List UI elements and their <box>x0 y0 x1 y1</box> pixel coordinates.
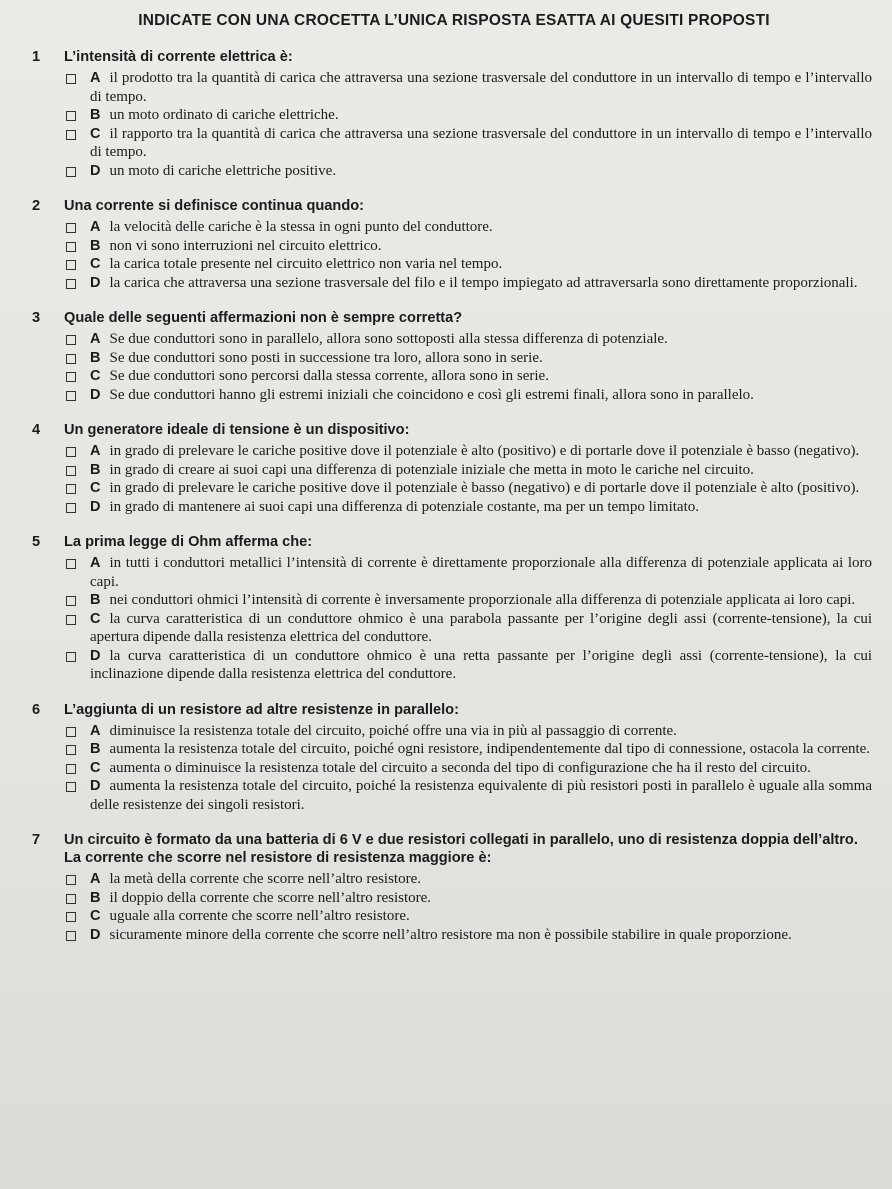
question-3 <box>26 309 872 404</box>
answer-letter: C <box>90 908 101 924</box>
answer-text: in tutti i conduttori metallici l’intensità di corrente è direttamente proporzionale alla differenza di potenziale applicata ai loro capi. <box>90 555 872 590</box>
answer-option-c[interactable] <box>66 610 872 647</box>
answer-text: in grado di mantenere ai suoi capi una differenza di potenziale costante, ma per un tempo limitato. <box>109 498 699 515</box>
answer-letter: C <box>90 256 101 272</box>
question-number: 7 <box>32 832 41 848</box>
question-number: 6 <box>32 701 41 718</box>
question-header <box>26 533 872 551</box>
question-header <box>26 421 872 439</box>
answer-body <box>61 759 872 778</box>
question-header <box>26 48 872 66</box>
answer-text: la velocità delle cariche è la stessa in ogni punto del conduttore. <box>109 219 493 235</box>
answer-option-a[interactable] <box>66 218 872 237</box>
answer-text: il prodotto tra la quantità di carica che attraversa una sezione trasversale del conduttore in un intervallo di tempo e l’intervallo di tempo. <box>90 70 872 105</box>
question-2 <box>26 197 872 292</box>
answer-letter: D <box>90 386 101 403</box>
answer-body <box>61 722 872 741</box>
answer-body <box>61 386 872 405</box>
answer-letter: C <box>90 125 101 142</box>
answer-option-d[interactable] <box>66 647 872 684</box>
question-number: 5 <box>32 534 41 550</box>
answer-options <box>26 722 872 815</box>
question-header <box>26 309 872 327</box>
answer-text: la curva caratteristica di un conduttore ohmico è una parabola passante per l’origine degli assi (corrente-tensione), la cui apertura dipende dalla resistenza elettrica del conduttore. <box>90 610 872 645</box>
answer-letter: B <box>90 237 101 254</box>
answer-letter: B <box>90 741 101 757</box>
answer-letter: B <box>90 349 101 366</box>
answer-option-c[interactable] <box>66 255 872 274</box>
question-number: 3 <box>32 310 41 326</box>
answer-text: la curva caratteristica di un conduttore ohmico è una retta passante per l’origine degli assi (corrente-tensione), la cui inclinazione dipende dalla resistenza elettrica del conduttore. <box>90 647 872 682</box>
answer-text: Se due conduttori sono in parallelo, allora sono sottoposti alla stessa differenza di potenziale. <box>109 331 668 347</box>
answer-body <box>61 461 872 480</box>
answer-option-c[interactable] <box>66 125 872 162</box>
answer-option-c[interactable] <box>66 759 872 778</box>
answer-option-a[interactable] <box>66 442 872 461</box>
answer-body <box>61 777 872 814</box>
answer-option-d[interactable] <box>66 386 872 405</box>
answer-text: un moto di cariche elettriche positive. <box>109 162 337 179</box>
question-1 <box>26 48 872 180</box>
answer-text: uguale alla corrente che scorre nell’altro resistore. <box>109 908 410 924</box>
question-header <box>26 831 872 867</box>
answer-text: sicuramente minore della corrente che scorre nell’altro resistore ma non è possibile stabilire in quale proporzione. <box>109 926 792 943</box>
answer-letter: A <box>90 555 101 571</box>
answer-body <box>61 218 872 237</box>
answer-letter: C <box>90 480 101 496</box>
answer-body <box>61 367 872 386</box>
answer-body <box>61 907 872 926</box>
answer-text: la carica totale presente nel circuito elettrico non varia nel tempo. <box>109 256 503 272</box>
answer-option-b[interactable] <box>66 461 872 480</box>
answer-body <box>61 237 872 256</box>
answer-text: in grado di prelevare le cariche positive dove il potenziale è alto (positivo) e di portarle dove il potenziale è basso (negativo). <box>109 443 860 459</box>
answer-text: aumenta la resistenza totale del circuito, poiché ogni resistore, indipendentemente dal tipo di connessione, ostacola la corrente. <box>109 741 871 757</box>
answer-letter: A <box>90 331 101 347</box>
answer-option-d[interactable] <box>66 926 872 945</box>
answer-options <box>26 330 872 404</box>
answer-option-b[interactable] <box>66 106 872 125</box>
answer-body <box>61 591 872 610</box>
answer-letter: A <box>90 443 101 459</box>
answer-body <box>61 870 872 889</box>
answer-text: Se due conduttori sono percorsi dalla stessa corrente, allora sono in serie. <box>109 368 549 384</box>
question-number: 2 <box>32 198 41 214</box>
question-text: L’aggiunta di un resistore ad altre resistenze in parallelo: <box>64 701 459 718</box>
answer-body <box>61 740 872 759</box>
answer-letter: B <box>90 592 101 608</box>
question-text: Un circuito è formato da una batteria di 6 V e due resistori collegati in parallelo, uno di resistenza doppia dell’altro. La corrente che scorre nel resistore di resistenza maggiore è: <box>64 832 858 866</box>
answer-option-b[interactable] <box>66 349 872 368</box>
answer-letter: D <box>90 778 101 794</box>
answer-letter: B <box>90 461 101 478</box>
answer-option-a[interactable] <box>66 722 872 741</box>
answer-body <box>61 274 872 293</box>
answer-text: aumenta la resistenza totale del circuito, poiché la resistenza equivalente di più resistori posti in parallelo è uguale alla somma delle resistenze dei singoli resistori. <box>90 778 872 813</box>
question-text: L’intensità di corrente elettrica è: <box>64 49 293 65</box>
question-text: La prima legge di Ohm afferma che: <box>64 534 313 550</box>
answer-text: la metà della corrente che scorre nell’altro resistore. <box>109 871 421 887</box>
answer-option-b[interactable] <box>66 237 872 256</box>
answer-body <box>61 442 872 461</box>
question-number: 4 <box>32 422 41 438</box>
question-5 <box>26 533 872 684</box>
answer-option-b[interactable] <box>66 591 872 610</box>
answer-body <box>61 479 872 498</box>
answer-option-d[interactable] <box>66 498 872 517</box>
answer-option-c[interactable] <box>66 479 872 498</box>
answer-letter: D <box>90 274 101 291</box>
answer-options <box>26 218 872 292</box>
answer-body <box>61 349 872 368</box>
answer-letter: A <box>90 70 101 86</box>
answer-option-a[interactable] <box>66 330 872 349</box>
question-text: Un generatore ideale di tensione è un dispositivo: <box>64 422 410 438</box>
answer-text: in grado di creare ai suoi capi una differenza di potenziale iniziale che metta in moto le cariche nel circuito. <box>109 461 754 478</box>
answer-text: Se due conduttori hanno gli estremi iniziali che coincidono e così gli estremi finali, allora sono in parallelo. <box>109 386 754 403</box>
answer-body <box>61 647 872 684</box>
answer-letter: C <box>90 368 101 384</box>
answer-option-a[interactable] <box>66 69 872 106</box>
answer-body <box>61 554 872 591</box>
answer-body <box>61 498 872 517</box>
question-6 <box>26 701 872 815</box>
answer-text: Se due conduttori sono posti in successione tra loro, allora sono in serie. <box>109 349 543 366</box>
answer-letter: A <box>90 871 101 887</box>
answer-letter: D <box>90 647 101 664</box>
answer-letter: B <box>90 107 101 123</box>
answer-option-b[interactable] <box>66 889 872 908</box>
answer-option-c[interactable] <box>66 367 872 386</box>
answer-body <box>61 610 872 647</box>
answer-text: in grado di prelevare le cariche positive dove il potenziale è basso (negativo) e di portarle dove il potenziale è alto (positivo). <box>109 480 860 496</box>
question-4 <box>26 421 872 516</box>
answer-body <box>61 255 872 274</box>
answer-body <box>61 125 872 162</box>
answer-letter: B <box>90 889 101 906</box>
question-number: 1 <box>32 49 41 65</box>
answer-option-c[interactable] <box>66 907 872 926</box>
answer-letter: A <box>90 219 101 235</box>
question-7 <box>26 831 872 944</box>
question-header <box>26 701 872 719</box>
answer-text: la carica che attraversa una sezione trasversale del filo e il tempo impiegato ad attraversarla sono direttamente proporzionali. <box>109 274 858 291</box>
answer-options <box>26 442 872 516</box>
answer-text: diminuisce la resistenza totale del circuito, poiché offre una via in più al passaggio di corrente. <box>109 722 677 739</box>
answer-body <box>61 926 872 945</box>
answer-letter: A <box>90 722 101 739</box>
answer-body <box>61 106 872 125</box>
answer-letter: C <box>90 610 101 627</box>
answer-text: nei conduttori ohmici l’intensità di corrente è inversamente proporzionale alla differenza di potenziale applicata ai loro capi. <box>109 592 856 608</box>
question-text: Quale delle seguenti affermazioni non è sempre corretta? <box>64 310 463 326</box>
question-list <box>26 48 872 944</box>
answer-letter: D <box>90 926 101 943</box>
answer-text: un moto ordinato di cariche elettriche. <box>109 107 339 123</box>
answer-body <box>61 889 872 908</box>
answer-text: il doppio della corrente che scorre nell’altro resistore. <box>109 889 432 906</box>
answer-option-d[interactable] <box>66 162 872 181</box>
answer-letter: D <box>90 162 101 179</box>
answer-text: aumenta o diminuisce la resistenza totale del circuito a seconda del tipo di configurazione che ha il resto del circuito. <box>109 759 811 776</box>
answer-letter: C <box>90 759 101 776</box>
page-title: INDICATE CON UNA CROCETTA L’UNICA RISPOSTA ESATTA AI QUESITI PROPOSTI <box>138 12 770 29</box>
answer-options <box>26 69 872 180</box>
question-header <box>26 197 872 215</box>
answer-body <box>61 162 872 181</box>
answer-option-d[interactable] <box>66 274 872 293</box>
answer-body <box>61 69 872 106</box>
answer-option-a[interactable] <box>66 870 872 889</box>
answer-option-a[interactable] <box>66 554 872 591</box>
answer-option-d[interactable] <box>66 777 872 814</box>
answer-text: il rapporto tra la quantità di carica che attraversa una sezione trasversale del conduttore in un intervallo di tempo e l’intervallo di tempo. <box>90 125 872 160</box>
answer-letter: D <box>90 498 101 515</box>
question-text: Una corrente si definisce continua quando: <box>64 198 365 214</box>
answer-text: non vi sono interruzioni nel circuito elettrico. <box>109 237 382 254</box>
answer-option-b[interactable] <box>66 740 872 759</box>
answer-options <box>26 554 872 684</box>
answer-options <box>26 870 872 944</box>
answer-body <box>61 330 872 349</box>
